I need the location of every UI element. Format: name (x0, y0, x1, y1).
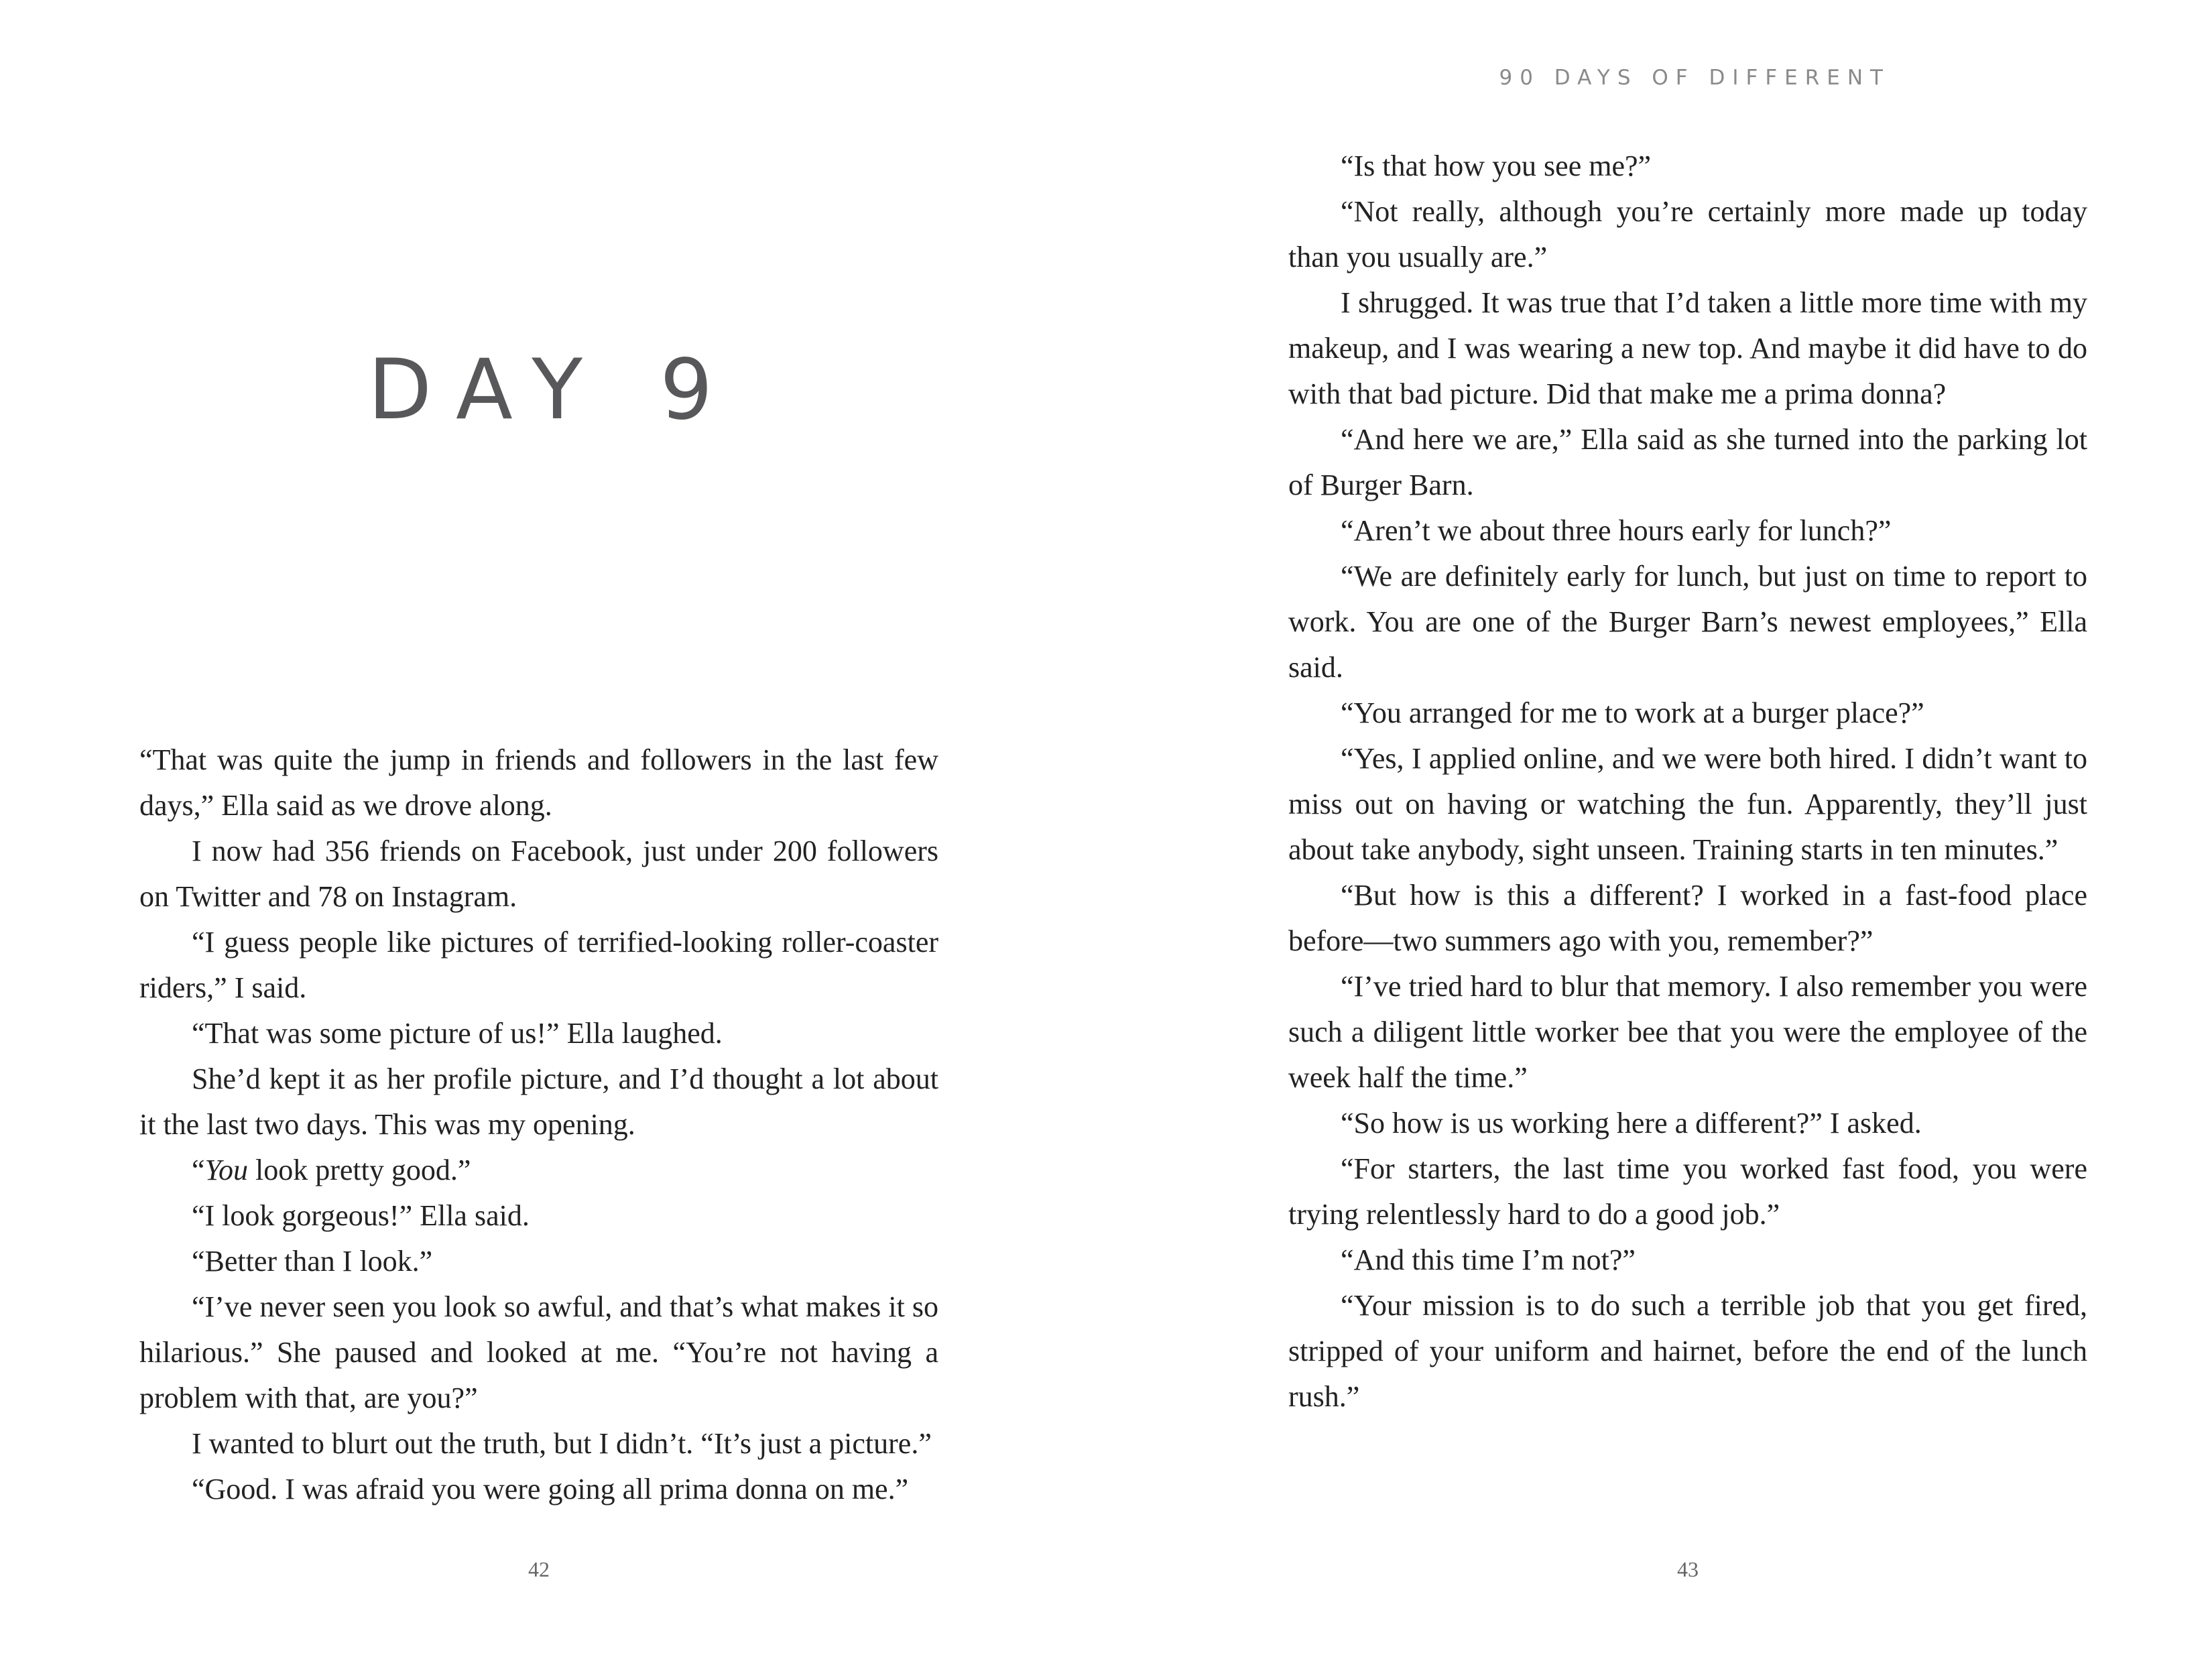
paragraph: She’d kept it as her profile picture, and I’d thought a lot about it the last two days. This was my opening. (139, 1062, 938, 1141)
paragraph: “That was some picture of us!” Ella laughed. (192, 1017, 723, 1050)
paragraph: “That was quite the jump in friends and followers in the last few days,” Ella said as we drove along. (139, 743, 938, 822)
left-body-text (139, 737, 938, 1512)
chapter-title: DAY 9 (367, 342, 739, 438)
paragraph: “So how is us working here a different?” I asked. (1341, 1107, 1922, 1140)
paragraph: “I look gorgeous!” Ella said. (192, 1199, 530, 1232)
paragraph: “And here we are,” Ella said as she turned into the parking lot of Burger Barn. (1288, 423, 2087, 501)
paragraph: I wanted to blurt out the truth, but I didn’t. “It’s just a picture.” (192, 1427, 932, 1460)
right-body-text (1288, 143, 2087, 1420)
paragraph: “Better than I look.” (192, 1245, 433, 1278)
paragraph-italic-you: “You look pretty good.” (192, 1154, 471, 1186)
paragraph: “Your mission is to do such a terrible job that you get fired, stripped of your uniform and hairnet, before the end of the lunch rush.” (1288, 1289, 2087, 1413)
page-number: 42 (528, 1557, 550, 1581)
paragraph: “Good. I was afraid you were going all prima donna on me.” (192, 1473, 909, 1506)
right-page (1106, 0, 2212, 1659)
paragraph: “Yes, I applied online, and we were both hired. I didn’t want to miss out on having or watching the fun. Apparently, they’ll just about take anybody, sight unseen. Training starts in ten minutes.” (1288, 742, 2087, 866)
paragraph: “I’ve never seen you look so awful, and that’s what makes it so hilarious.” She paused and looked at me. “You’re not having a problem with that, are you?” (139, 1290, 938, 1414)
paragraph: “You arranged for me to work at a burger place?” (1341, 696, 1924, 729)
paragraph: “I’ve tried hard to blur that memory. I also remember you were such a diligent little worker bee that you were the employee of the week half the time.” (1288, 970, 2087, 1094)
paragraph: “And this time I’m not?” (1341, 1243, 1636, 1276)
page-number: 43 (1677, 1557, 1699, 1581)
paragraph: I shrugged. It was true that I’d taken a little more time with my makeup, and I was wearing a new top. And maybe it did have to do with that bad picture. Did that make me a prima donna? (1288, 286, 2087, 410)
paragraph: “For starters, the last time you worked fast food, you were trying relentlessly hard to do a good job.” (1288, 1152, 2087, 1231)
paragraph: “Aren’t we about three hours early for lunch?” (1341, 514, 1892, 547)
running-head: 90 DAYS OF DIFFERENT (1499, 66, 1890, 90)
paragraph: “I guess people like pictures of terrified-looking roller-coaster riders,” I said. (139, 926, 938, 1004)
paragraph: “But how is this a different? I worked in a fast-food place before—two summers ago with you, remember?” (1288, 879, 2087, 957)
paragraph: “Is that how you see me?” (1341, 149, 1652, 182)
paragraph: “We are definitely early for lunch, but just on time to report to work. You are one of the Burger Barn’s newest employees,” Ella said. (1288, 560, 2087, 684)
paragraph: I now had 356 friends on Facebook, just under 200 followers on Twitter and 78 on Instagram. (139, 835, 938, 913)
paragraph: “Not really, although you’re certainly more made up today than you usually are.” (1288, 195, 2087, 273)
